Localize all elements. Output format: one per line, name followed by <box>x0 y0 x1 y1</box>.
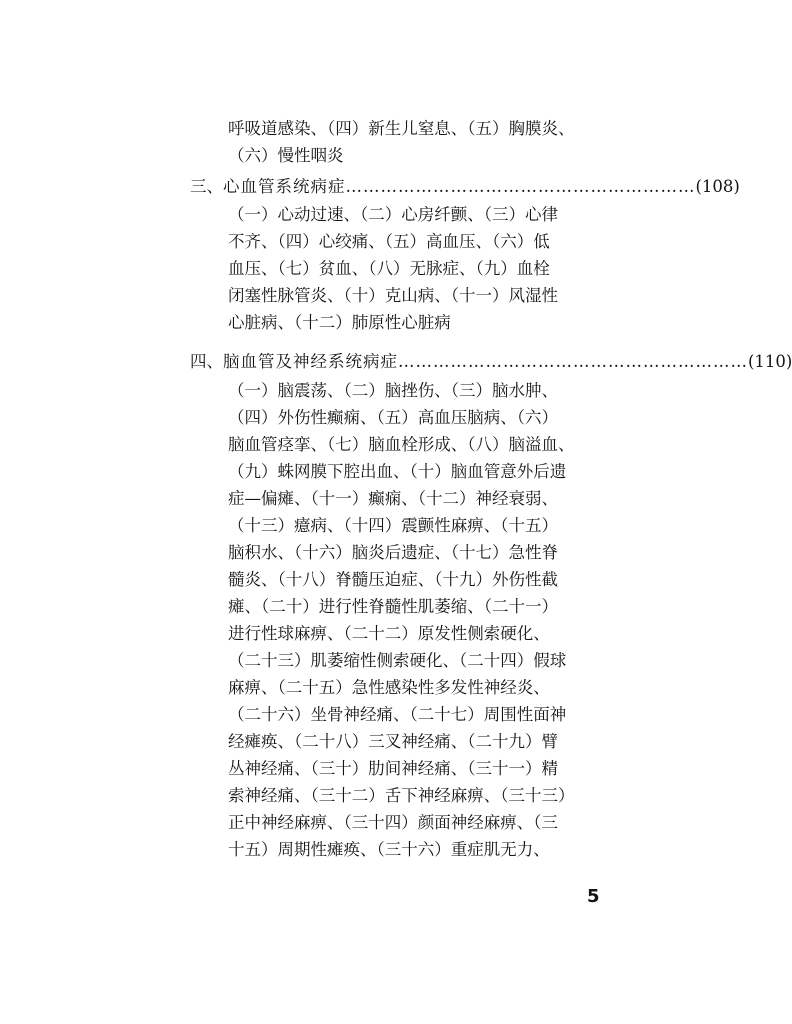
leader-dots: …………………………………………………… <box>398 352 748 371</box>
body-line: 十五）周期性瘫痪、（三十六）重症肌无力、 <box>228 840 550 859</box>
body-line: 髓炎、（十八）脊髓压迫症、（十九）外伤性截 <box>228 570 558 589</box>
body-line: （一）心动过速、（二）心房纤颤、（三）心律 <box>228 205 558 224</box>
page-number: 5 <box>587 886 600 907</box>
body-line: 索神经痛、（三十二）舌下神经麻痹、（三十三） <box>228 786 575 805</box>
body-line: 闭塞性脉管炎、（十）克山病、（十一）风湿性 <box>228 286 558 305</box>
toc-heading-neuro <box>190 351 792 373</box>
body-line: 瘫、（二十）进行性脊髓性肌萎缩、（二十一） <box>228 597 558 616</box>
heading-page-ref: (108) <box>695 177 740 196</box>
body-line: 症—偏瘫、（十一）癫痫、（十二）神经衰弱、 <box>228 489 558 508</box>
body-line: 丛神经痛、（三十）肋间神经痛、（三十一）精 <box>228 759 558 778</box>
body-line: （二十六）坐骨神经痛、（二十七）周围性面神 <box>228 705 567 724</box>
toc-heading-cardiovascular <box>190 176 740 198</box>
intro-line: （六）慢性咽炎 <box>228 146 344 165</box>
heading-page-ref: (110) <box>748 352 792 371</box>
leader-dots: …………………………………………………… <box>345 177 696 196</box>
body-line: 血压、（七）贫血、（八）无脉症、（九）血栓 <box>228 259 550 278</box>
body-line: 心脏病、（十二）肺原性心脏病 <box>228 313 451 332</box>
body-line: （十三）癔病、（十四）震颤性麻痹、（十五） <box>228 516 558 535</box>
heading-number: 四、 <box>190 352 223 371</box>
body-line: 经瘫痪、（二十八）三叉神经痛、（二十九）臂 <box>228 732 558 751</box>
body-line: 麻痹、（二十五）急性感染性多发性神经炎、 <box>228 678 550 697</box>
body-line: （一）脑震荡、（二）脑挫伤、（三）脑水肿、 <box>228 381 558 400</box>
body-line: （二十三）肌萎缩性侧索硬化、（二十四）假球 <box>228 651 567 670</box>
body-line: 不齐、（四）心绞痛、（五）高血压、（六）低 <box>228 232 550 251</box>
heading-number: 三、 <box>190 177 223 196</box>
body-line: 进行性球麻痹、（二十二）原发性侧索硬化、 <box>228 624 550 643</box>
body-line: 脑积水、（十六）脑炎后遗症、（十七）急性脊 <box>228 543 558 562</box>
intro-line: 呼吸道感染、（四）新生儿窒息、（五）胸膜炎、 <box>228 119 575 138</box>
heading-title: 脑血管及神经系统病症 <box>223 352 398 371</box>
body-line: （九）蛛网膜下腔出血、（十）脑血管意外后遗 <box>228 462 567 481</box>
body-line: （四）外伤性癫痫、（五）高血压脑病、（六） <box>228 408 558 427</box>
heading-title: 心血管系统病症 <box>223 177 346 196</box>
body-line: 脑血管痉挛、（七）脑血栓形成、（八）脑溢血、 <box>228 435 575 454</box>
body-line: 正中神经麻痹、（三十四）颜面神经麻痹、（三 <box>228 813 558 832</box>
